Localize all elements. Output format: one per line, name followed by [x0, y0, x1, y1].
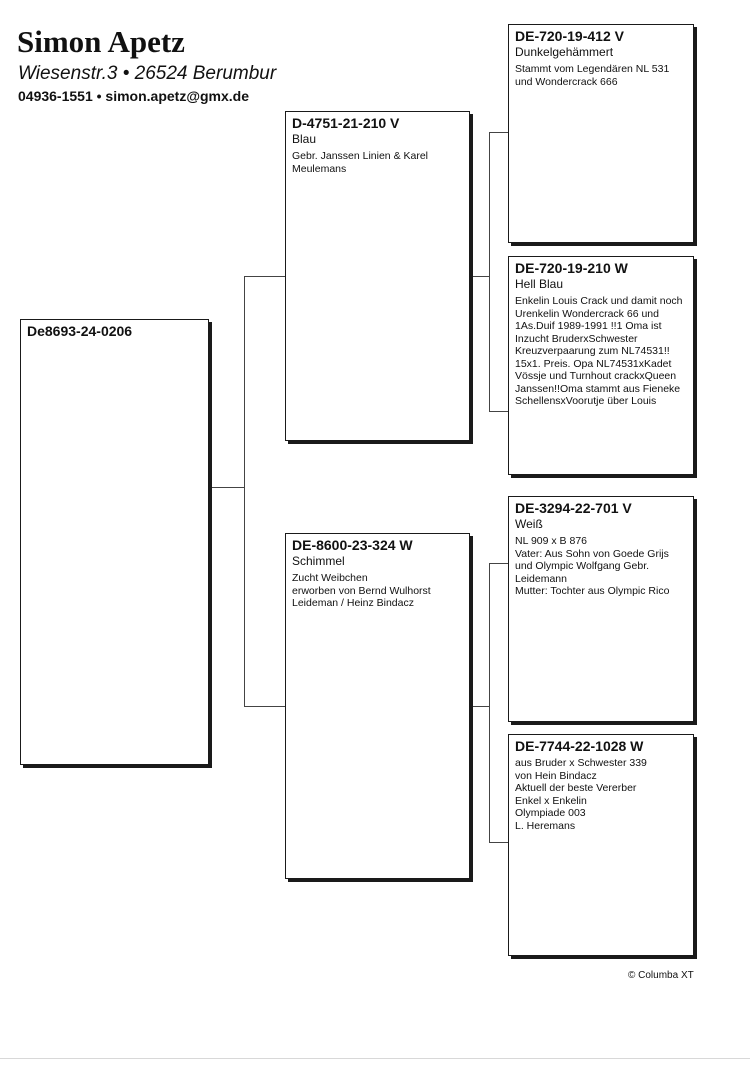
bird-color: Schimmel: [292, 554, 345, 568]
pedigree-card-dam-dam: [508, 734, 694, 956]
page-edge-divider: [0, 1058, 750, 1059]
connector-dam-grandparents-vertical: [489, 563, 490, 843]
bird-notes: Zucht Weibchen erworben von Bernd Wulhorst Leideman / Heinz Bindacz: [292, 572, 431, 609]
connector-dam-sire: [489, 563, 508, 564]
bird-color: Hell Blau: [515, 277, 564, 291]
ring-number: DE-720-19-210 W: [515, 260, 628, 276]
ring-number: DE-720-19-412 V: [515, 28, 624, 44]
pedigree-card-dam-sire: [508, 496, 694, 722]
copyright-notice: © Columba XT: [628, 970, 694, 981]
bird-color: Dunkelgehämmert: [515, 45, 614, 59]
connector-sire-sire: [489, 132, 508, 133]
connector-dam-out: [470, 706, 490, 707]
bird-notes: aus Bruder x Schwester 339 von Hein Bindacz Aktuell der beste Vererber Enkel x Enkelin Olympiade 003 L. Heremans: [515, 757, 647, 832]
connector-sire-grandparents-vertical: [489, 132, 490, 412]
connector-sire-dam: [489, 411, 508, 412]
pedigree-card-subject: [20, 319, 209, 765]
owner-contact: 04936-1551 • simon.apetz@gmx.de: [18, 88, 249, 104]
owner-name: Simon Apetz: [17, 24, 185, 59]
ring-number: DE-8600-23-324 W: [292, 537, 413, 553]
bird-notes: Gebr. Janssen Linien & Karel Meulemans: [292, 150, 428, 175]
bird-notes: NL 909 x B 876 Vater: Aus Sohn von Goede Grijs und Olympic Wolfgang Gebr. Leidemann Mutter: Tochter aus Olympic Rico: [515, 535, 670, 597]
pedigree-card-sire: [285, 111, 470, 441]
ring-number: DE-7744-22-1028 W: [515, 738, 644, 754]
connector-sire-out: [470, 276, 490, 277]
bird-notes: Enkelin Louis Crack und damit noch Urenkelin Wondercrack 66 und 1As.Duif 1989-1991 !!1 Oma ist Inzucht BruderxSchwester Kreuzverpaarung zum NL74531!! 15x1. Preis. Opa NL74531xKadet Vössje und Turnhout crackxQueen Janssen!!Oma stammt aus Fieneke SchellensxVoorutje über Louis: [515, 295, 683, 407]
pedigree-card-sire-dam: [508, 256, 694, 475]
connector-dam: [244, 706, 285, 707]
bird-color: Blau: [292, 132, 317, 146]
bird-notes: Stammt vom Legendären NL 531 und Wondercrack 666: [515, 63, 670, 88]
connector-parents-vertical: [244, 276, 245, 707]
pedigree-card-sire-sire: [508, 24, 694, 243]
pedigree-card-dam: [285, 533, 470, 879]
owner-address: Wiesenstr.3 • 26524 Berumbur: [18, 63, 277, 84]
connector-subject: [209, 487, 245, 488]
ring-number: D-4751-21-210 V: [292, 115, 400, 131]
ring-number: DE-3294-22-701 V: [515, 500, 632, 516]
connector-sire: [244, 276, 285, 277]
ring-number: De8693-24-0206: [27, 323, 133, 339]
bird-color: Weiß: [515, 517, 543, 531]
connector-dam-dam: [489, 842, 508, 843]
